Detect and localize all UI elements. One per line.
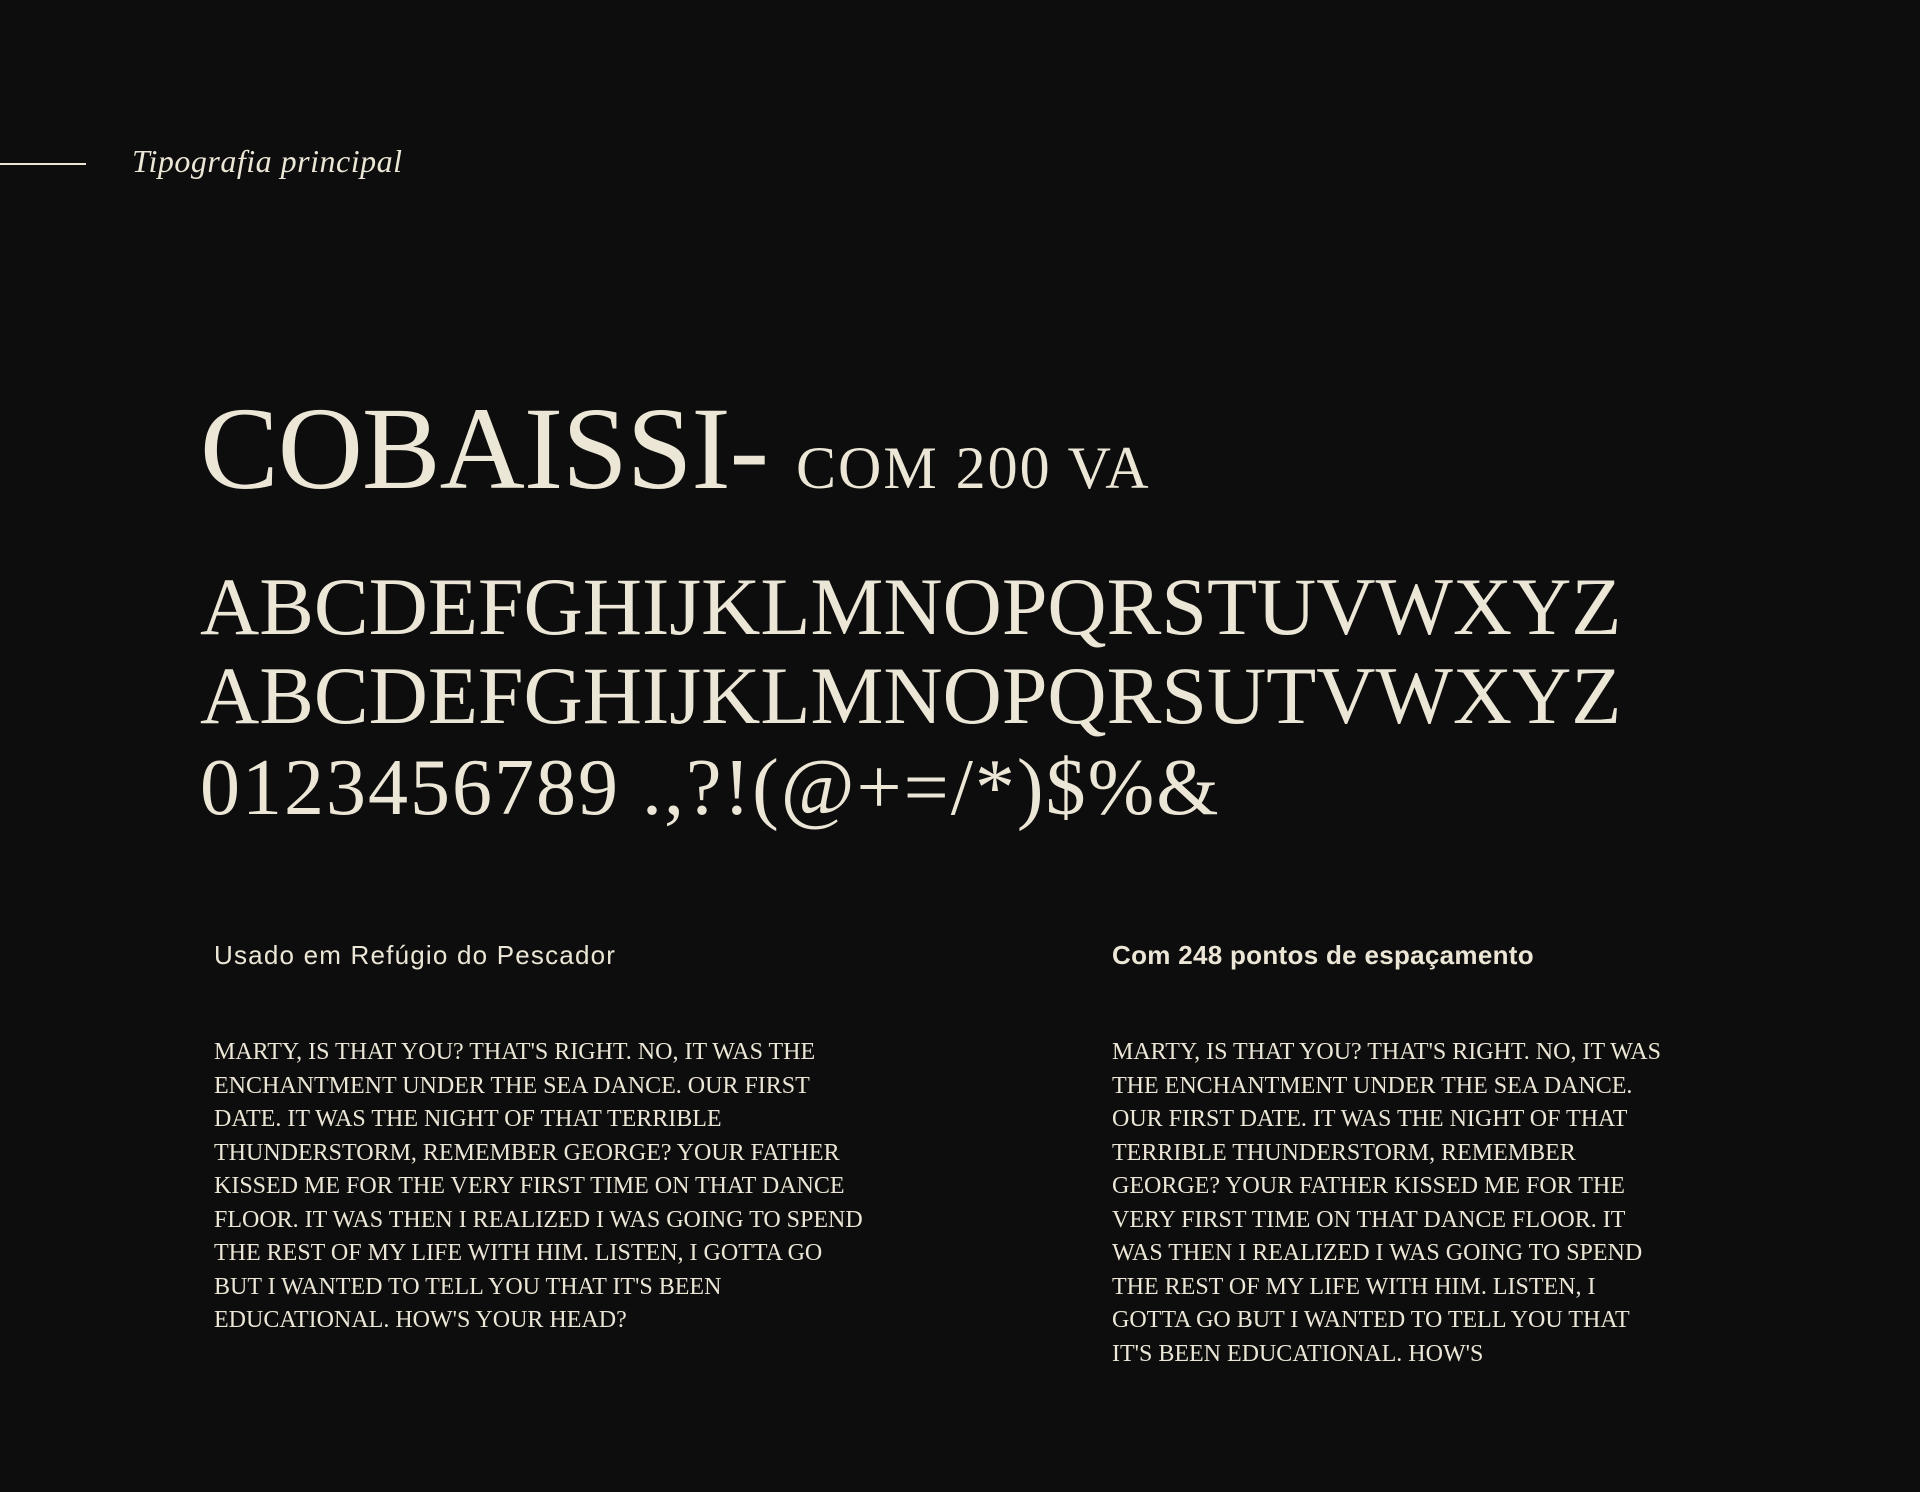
glyph-alternates-line: ABCDEFGHIJKLMNOPQRSTUVWXYZ — [200, 561, 1622, 652]
right-sample-caption: Com 248 pontos de espaçamento — [1112, 940, 1534, 970]
glyph-numerals-line: 0123456789 .,?!(@+=/*)$%& — [200, 744, 1221, 832]
right-sample-text: MARTY, IS THAT YOU? THAT'S RIGHT. NO, IT WAS THE ENCHANTMENT UNDER THE SEA DANCE. OUR FIRST DATE. IT WAS THE NIGHT OF THAT TERRIBLE THUNDERSTORM, REMEMBER GEORGE? YOUR FATHER KISSED ME FOR THE VERY FIRST TIME ON THAT DANCE FLOOR. IT WAS THEN I REALIZED I WAS GOING TO SPEND THE REST OF MY LIFE WITH HIM. LISTEN, I GOTTA GO BUT I WANTED TO TELL YOU THAT IT'S BEEN EDUCATIONAL. HOW'S — [1112, 1039, 1661, 1367]
font-title — [200, 383, 1151, 514]
font-subtitle: COM 200 VA — [795, 435, 1151, 501]
section-label: Tipografia principal — [132, 143, 403, 179]
left-sample-caption: Usado em Refúgio do Pescador — [214, 940, 617, 970]
left-sample-text: MARTY, IS THAT YOU? THAT'S RIGHT. NO, IT WAS THE ENCHANTMENT UNDER THE SEA DANCE. OUR FIRST DATE. IT WAS THE NIGHT OF THAT TERRIBLE THUNDERSTORM, REMEMBER GEORGE? YOUR FATHER KISSED ME FOR THE VERY FIRST TIME ON THAT DANCE FLOOR. IT WAS THEN I REALIZED I WAS GOING TO SPEND THE REST OF MY LIFE WITH HIM. LISTEN, I GOTTA GO BUT I WANTED TO TELL YOU THAT IT'S BEEN EDUCATIONAL. HOW'S YOUR HEAD? — [214, 1039, 863, 1333]
glyph-uppercase-line: ABCDEFGHIJKLMNOPQRSUTVWXYZ — [200, 650, 1622, 741]
font-name: COBAISSI- — [200, 383, 768, 514]
section-rule — [0, 163, 86, 165]
